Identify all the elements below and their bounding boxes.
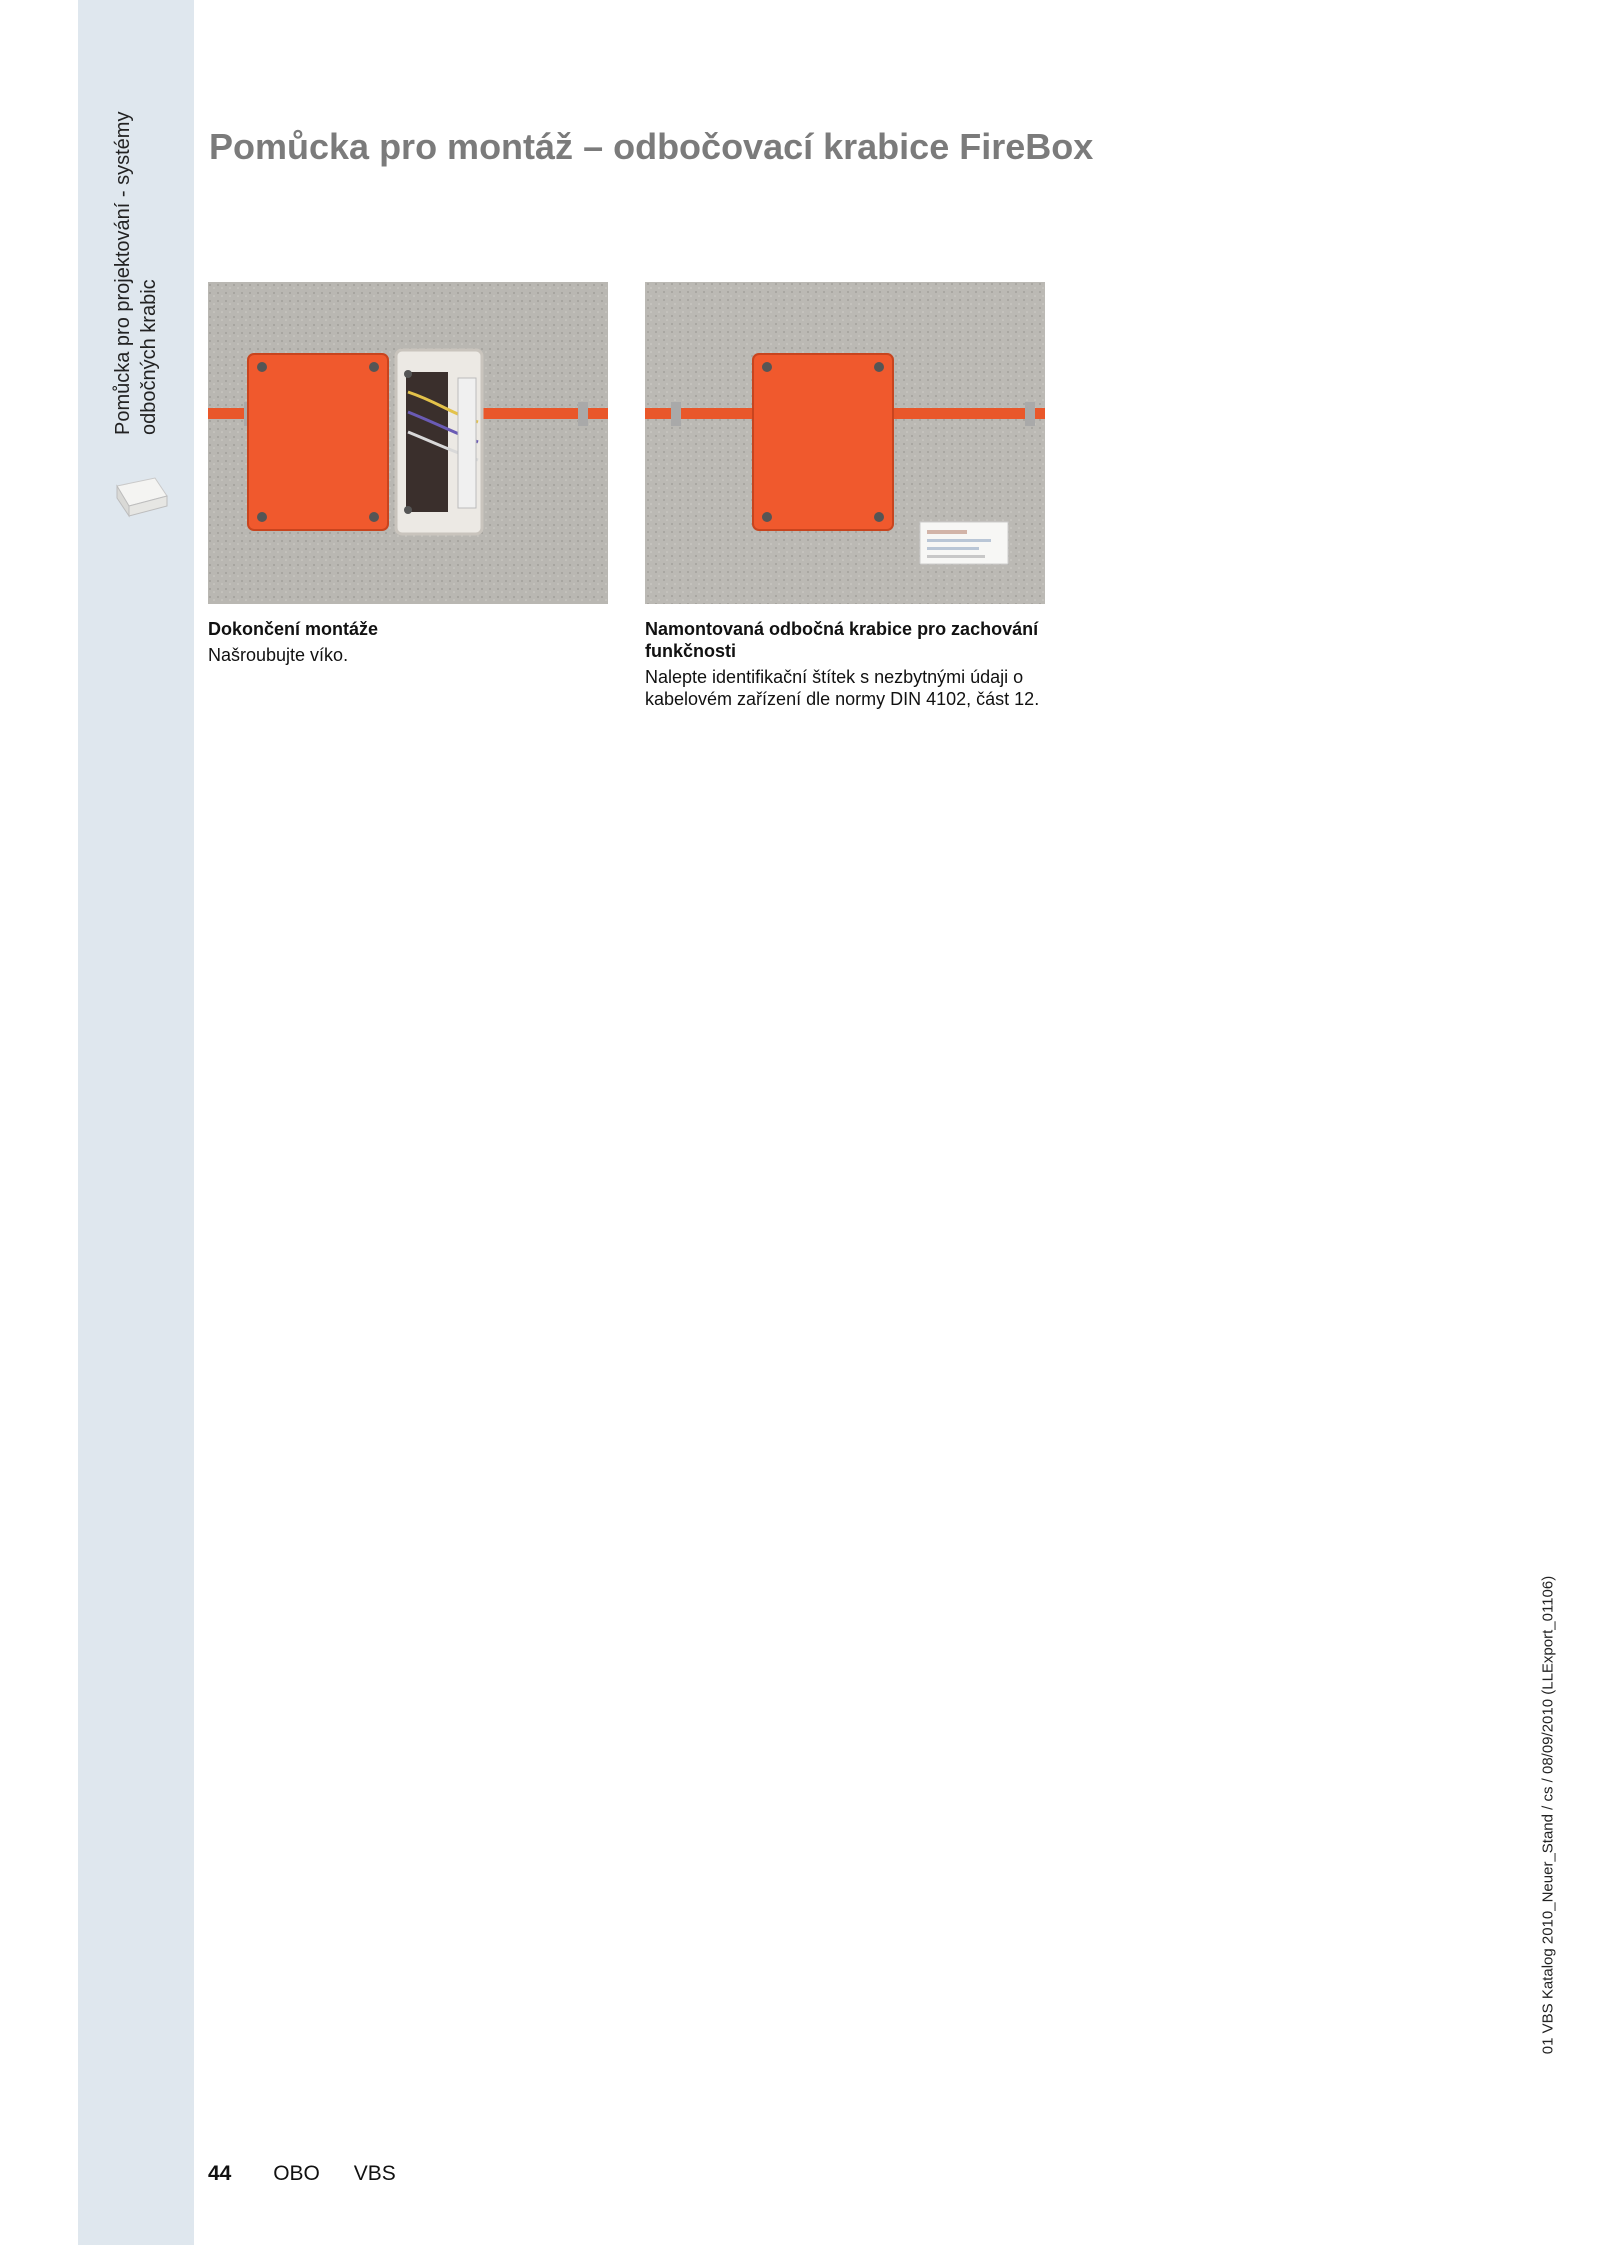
junction-box-icon bbox=[113, 468, 169, 518]
sidebar-section-title: Pomůcka pro projektování - systémy odbočných krabic bbox=[112, 111, 160, 435]
firebox-open-installation-photo bbox=[208, 282, 608, 604]
step-heading: Namontovaná odbočná krabice pro zachování funkčnosti bbox=[645, 619, 1039, 661]
step-text: Nalepte identifikační štítek s nezbytnými údaji o kabelovém zařízení dle normy DIN 4102, část 12. bbox=[645, 667, 1040, 709]
footer-brand: OBO bbox=[273, 2162, 320, 2185]
step-heading: Dokončení montáže bbox=[208, 619, 379, 639]
step-text: Našroubujte víko. bbox=[208, 645, 349, 665]
firebox-closed-labeled-photo bbox=[645, 282, 1045, 604]
page-title: Pomůcka pro montáž – odbočovací krabice FireBox bbox=[209, 126, 1094, 167]
step-caption-2 bbox=[645, 618, 1045, 710]
page-number: 44 bbox=[208, 2162, 232, 2185]
export-info: 01 VBS Katalog 2010_Neuer_Stand / cs / 08/09/2010 (LLExport_01106) bbox=[1539, 1575, 1557, 2055]
step-caption-1 bbox=[208, 618, 608, 666]
page-footer bbox=[208, 2162, 396, 2186]
footer-product: VBS bbox=[353, 2162, 396, 2185]
